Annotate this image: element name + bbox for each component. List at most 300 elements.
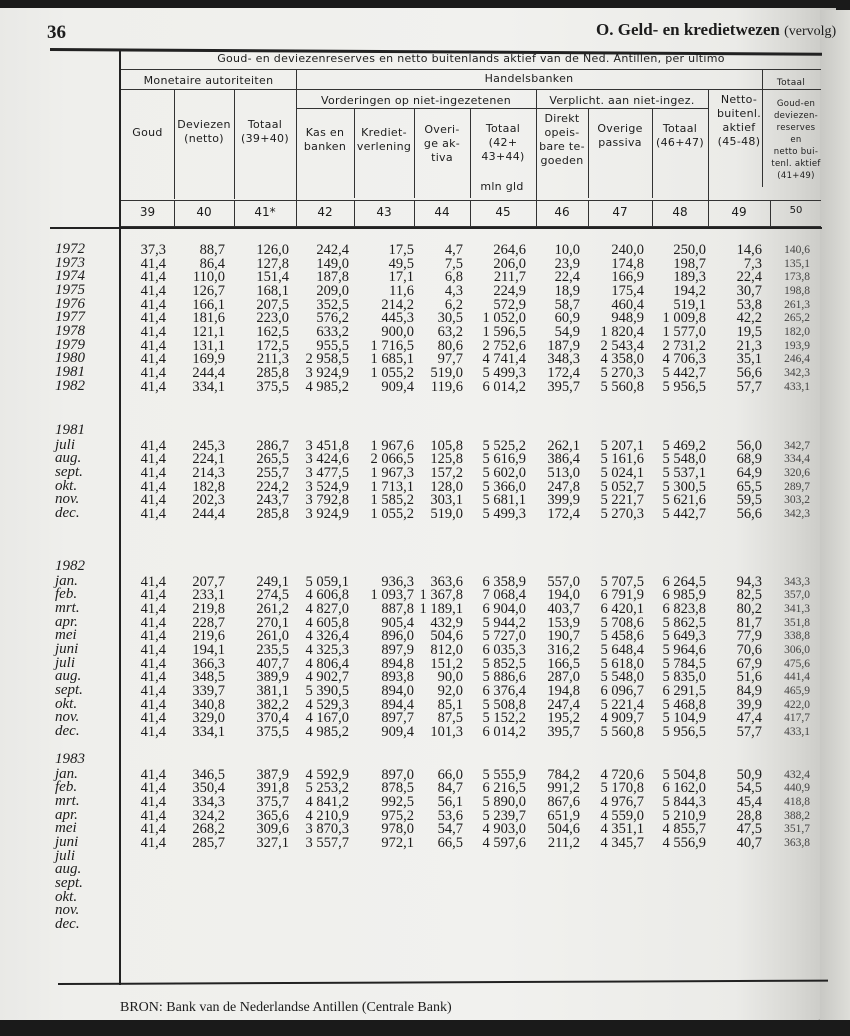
table-cell: 194,1: [192, 641, 225, 658]
table-cell: 41,4: [140, 641, 166, 658]
table-cell: 1 585,2: [370, 492, 414, 509]
table-cell: 30,5: [437, 310, 463, 327]
table-cell: 1 009,8: [662, 310, 706, 327]
group-vorderingen: Vorderingen op niet-ingezetenen: [321, 94, 511, 107]
table-cell: 395,7: [547, 378, 580, 395]
table-cell: 6 420,1: [600, 600, 644, 617]
table-cell: 375,7: [256, 793, 289, 810]
vline-colnum-10: [708, 200, 709, 226]
table-cell: 56,1: [437, 793, 463, 810]
table-cell: 66,5: [437, 834, 463, 851]
table-cell: 6 216,5: [482, 780, 526, 797]
table-cell: 3 557,7: [305, 834, 349, 851]
table-cell: 289,7: [784, 480, 810, 493]
table-cell: 1 189,1: [419, 600, 463, 617]
table-cell: 285,8: [256, 364, 289, 381]
table-cell: 338,8: [784, 630, 810, 643]
table-cell: 41,4: [140, 614, 166, 631]
table-cell: 219,6: [192, 628, 225, 645]
table-cell: 206,0: [493, 255, 526, 272]
table-cell: 198,8: [784, 284, 810, 297]
table-cell: 897,7: [381, 710, 414, 727]
table-cell: 5 253,2: [305, 780, 349, 797]
table-cell: 224,9: [493, 282, 526, 299]
table-cell: 242,4: [316, 242, 349, 258]
table-cell: 1 093,7: [370, 587, 414, 604]
table-cell: 5 548,0: [600, 669, 644, 686]
table-cell: 41,4: [140, 834, 166, 851]
table-cell: 81,7: [736, 614, 762, 631]
table-cell: 972,1: [381, 834, 414, 851]
table-cell: 5 784,5: [662, 655, 706, 672]
section-heading: 1982: [55, 558, 85, 574]
table-cell: 207,7: [192, 573, 225, 590]
table-cell: 264,6: [493, 242, 526, 258]
table-cell: 57,7: [736, 378, 762, 395]
table-cell: 948,9: [611, 310, 644, 327]
table-cell: 352,5: [316, 296, 349, 313]
rule-under-groups: [121, 89, 821, 90]
table-cell: 4 985,2: [305, 723, 349, 740]
table-cell: 128,0: [430, 478, 463, 495]
table-cell: 6 162,0: [662, 780, 706, 797]
row-label: mrt.: [55, 599, 80, 616]
table-cell: 5 616,9: [482, 451, 526, 468]
table-cell: 41,4: [140, 682, 166, 699]
table-cell: 194,8: [547, 682, 580, 699]
table-cell: 513,0: [547, 464, 580, 481]
table-cell: 4 556,9: [662, 834, 706, 851]
vline-colnum-3: [296, 200, 297, 226]
table-cell: 255,7: [256, 464, 289, 481]
table-cell: 47,5: [736, 821, 762, 838]
vline-colnum-8: [588, 200, 589, 226]
table-cell: 303,1: [430, 492, 463, 509]
table-cell: 351,8: [784, 616, 810, 629]
table-cell: 5 221,7: [600, 492, 644, 509]
table-cell: 504,6: [430, 628, 463, 645]
table-cell: 214,3: [192, 464, 225, 481]
row-label: jan.: [55, 572, 78, 589]
table-cell: 5 300,5: [662, 478, 706, 495]
table-cell: 174,8: [611, 255, 644, 272]
table-cell: 240,0: [611, 242, 644, 258]
table-cell: 896,0: [381, 628, 414, 645]
table-cell: 153,9: [547, 614, 580, 631]
column-label-46: Direkt opeis- bare te- goeden: [539, 112, 585, 167]
table-cell: 45,4: [736, 793, 762, 810]
table-cell: 67,9: [736, 655, 762, 672]
table-cell: 41,4: [140, 296, 166, 313]
table-cell: 172,4: [547, 505, 580, 522]
table-cell: 1 967,3: [370, 464, 414, 481]
table-cell: 53,8: [736, 296, 762, 313]
table-cell: 41,4: [140, 255, 166, 272]
table-cell: 5 835,0: [662, 669, 706, 686]
table-cell: 5 727,0: [482, 628, 526, 645]
table-cell: 126,0: [256, 242, 289, 258]
table-cell: 247,4: [547, 696, 580, 713]
table-cell: 250,0: [673, 242, 706, 258]
table-cell: 4 985,2: [305, 378, 349, 395]
table-cell: 5 170,8: [600, 780, 644, 797]
table-cell: 978,0: [381, 821, 414, 838]
table-cell: 4 210,9: [305, 807, 349, 824]
section-heading: 1983: [55, 751, 85, 767]
table-cell: 50,9: [736, 766, 762, 783]
table-cell: 41,4: [140, 821, 166, 838]
table-cell: 6 014,2: [482, 378, 526, 395]
table-cell: 812,0: [430, 641, 463, 658]
table-cell: 157,2: [430, 464, 463, 481]
table-cell: 5 508,8: [482, 696, 526, 713]
rule-above-colnums: [121, 200, 821, 201]
table-cell: 5 956,5: [662, 723, 706, 740]
group-handelsbanken: Handelsbanken: [484, 72, 574, 85]
row-label: jan.: [55, 765, 78, 782]
column-label-41: Totaal (39+40): [241, 118, 289, 145]
table-cell: 363,6: [430, 573, 463, 590]
table-cell: 56,6: [736, 505, 762, 522]
table-cell: 433,1: [784, 725, 810, 738]
row-label: 1975: [55, 281, 85, 298]
table-cell: 17,1: [388, 269, 414, 286]
table-cell: 169,9: [192, 351, 225, 368]
rule-under-subgroups: [296, 108, 708, 109]
table-cell: 166,5: [547, 655, 580, 672]
source-note: BRON: Bank van de Nederlandse Antillen (Centrale Bank): [120, 1000, 452, 1015]
table-cell: 37,3: [140, 242, 166, 258]
table-cell: 4 902,7: [305, 669, 349, 686]
table-cell: 56,0: [736, 437, 762, 454]
table-cell: 56,6: [736, 364, 762, 381]
table-cell: 41,4: [140, 766, 166, 783]
column-label-50: Goud-en deviezen- reserves en netto bui- tenl. aktief (41+49): [771, 99, 821, 181]
vline-colnum-7: [536, 200, 537, 226]
table-cell: 2 543,4: [600, 337, 644, 354]
table-cell: 101,3: [430, 723, 463, 740]
table-cell: 245,3: [192, 437, 225, 454]
table-cell: 4 976,7: [600, 793, 644, 810]
table-cell: 334,3: [192, 793, 225, 810]
table-cell: 6 014,2: [482, 723, 526, 740]
table-cell: 41,4: [140, 464, 166, 481]
table-cell: 386,4: [547, 451, 580, 468]
table-cell: 214,2: [381, 296, 414, 313]
table-cell: 92,0: [437, 682, 463, 699]
table-cell: 422,0: [784, 698, 810, 711]
table-cell: 4 559,0: [600, 807, 644, 824]
table-cell: 519,0: [430, 505, 463, 522]
table-cell: 5 844,3: [662, 793, 706, 810]
table-cell: 4 358,0: [600, 351, 644, 368]
table-cell: 247,8: [547, 478, 580, 495]
table-cell: 348,5: [192, 669, 225, 686]
table-cell: 194,0: [547, 587, 580, 604]
table-cell: 175,4: [611, 282, 644, 299]
row-label: 1973: [55, 254, 85, 271]
table-cell: 5 442,7: [662, 505, 706, 522]
table-cell: 433,1: [784, 380, 810, 393]
table-cell: 41,4: [140, 310, 166, 327]
page-number: 36: [47, 22, 66, 43]
table-cell: 86,4: [199, 255, 225, 272]
vline-colnum-2: [234, 200, 235, 226]
table-cell: 3 524,9: [305, 478, 349, 495]
group-totaal: Totaal: [776, 78, 806, 88]
table-cell: 18,9: [554, 282, 580, 299]
table-cell: 41,4: [140, 793, 166, 810]
table-cell: 1 820,4: [600, 323, 644, 340]
table-cell: 84,9: [736, 682, 762, 699]
table-cell: 897,0: [381, 766, 414, 783]
table-cell: 1 367,8: [419, 587, 463, 604]
table-cell: 53,6: [437, 807, 463, 824]
row-label: 1980: [55, 350, 85, 367]
table-cell: 166,1: [192, 296, 225, 313]
row-label: sept.: [55, 463, 83, 480]
table-cell: 4 326,4: [305, 628, 349, 645]
table-cell: 6 985,9: [662, 587, 706, 604]
table-cell: 41,4: [140, 807, 166, 824]
table-cell: 5 024,1: [600, 464, 644, 481]
table-cell: 5 499,3: [482, 364, 526, 381]
table-cell: 40,7: [736, 834, 762, 851]
table-cell: 387,9: [256, 766, 289, 783]
table-cell: 445,3: [381, 310, 414, 327]
column-number: 44: [434, 205, 450, 219]
table-cell: 391,8: [256, 780, 289, 797]
table-cell: 149,0: [316, 255, 349, 272]
row-label: 1974: [55, 268, 85, 285]
table-cell: 5 852,5: [482, 655, 526, 672]
table-cell: 54,9: [554, 323, 580, 340]
table-cell: 168,1: [256, 282, 289, 299]
table-cell: 351,7: [784, 823, 810, 836]
row-label: dec.: [55, 915, 80, 932]
column-label-40: Deviezen (netto): [177, 118, 231, 145]
table-cell: 187,9: [547, 337, 580, 354]
row-label: sept.: [55, 681, 83, 698]
table-cell: 5 442,7: [662, 364, 706, 381]
running-head: [596, 20, 836, 40]
row-label: aug.: [55, 861, 82, 878]
table-cell: 342,3: [784, 507, 810, 520]
table-cell: 6 823,8: [662, 600, 706, 617]
table-cell: 21,3: [736, 337, 762, 354]
table-cell: 42,2: [736, 310, 762, 327]
table-cell: 23,9: [554, 255, 580, 272]
table-cell: 5 052,7: [600, 478, 644, 495]
table-cell: 244,4: [192, 505, 225, 522]
table-cell: 84,7: [437, 780, 463, 797]
column-label-45: Totaal (42+ 43+44): [481, 122, 525, 163]
table-cell: 2 958,5: [305, 351, 349, 368]
table-cell: 211,2: [547, 834, 580, 851]
table-cell: 5 548,0: [662, 451, 706, 468]
table-cell: 85,1: [437, 696, 463, 713]
table-cell: 2 066,5: [370, 451, 414, 468]
table-cell: 10,0: [554, 242, 580, 258]
table-cell: 991,2: [547, 780, 580, 797]
table-cell: 7 068,4: [482, 587, 526, 604]
row-label: dec.: [55, 504, 80, 521]
table-cell: 5 104,9: [662, 710, 706, 727]
table-cell: 4 592,9: [305, 766, 349, 783]
table-cell: 5 270,3: [600, 505, 644, 522]
table-cell: 1 713,1: [370, 478, 414, 495]
table-cell: 57,7: [736, 723, 762, 740]
table-cell: 3 792,8: [305, 492, 349, 509]
table-cell: 193,9: [784, 339, 810, 352]
table-cell: 1 055,2: [370, 505, 414, 522]
vline-hdr-0: [174, 89, 175, 199]
table-cell: 651,9: [547, 807, 580, 824]
table-cell: 41,4: [140, 655, 166, 672]
table-cell: 348,3: [547, 351, 580, 368]
table-cell: 285,7: [192, 834, 225, 851]
table-cell: 309,6: [256, 821, 289, 838]
table-cell: 5 239,7: [482, 807, 526, 824]
table-cell: 131,1: [192, 337, 225, 354]
table-cell: 316,2: [547, 641, 580, 658]
table-cell: 87,5: [437, 710, 463, 727]
table-cell: 182,0: [784, 325, 810, 338]
column-number: 47: [612, 205, 628, 219]
table-cell: 4 806,4: [305, 655, 349, 672]
table-cell: 41,4: [140, 587, 166, 604]
column-number: 45: [495, 205, 511, 219]
table-cell: 4 325,3: [305, 641, 349, 658]
table-cell: 5 537,1: [662, 464, 706, 481]
next-page-edge: [820, 10, 850, 1020]
row-label: feb.: [55, 586, 78, 603]
table-cell: 350,4: [192, 780, 225, 797]
table-cell: 4 529,3: [305, 696, 349, 713]
table-cell: 41,4: [140, 364, 166, 381]
table-cell: 5 956,5: [662, 378, 706, 395]
row-label: juli: [55, 654, 76, 671]
table-cell: 195,2: [547, 710, 580, 727]
table-cell: 5 210,9: [662, 807, 706, 824]
table-cell: 151,2: [430, 655, 463, 672]
table-cell: 41,4: [140, 282, 166, 299]
table-cell: 51,6: [736, 669, 762, 686]
table-cell: 268,2: [192, 821, 225, 838]
table-cell: 172,5: [256, 337, 289, 354]
rule-header-bottom: [50, 227, 822, 229]
table-cell: 181,6: [192, 310, 225, 327]
table-cell: 867,6: [547, 793, 580, 810]
table-cell: 14,6: [736, 242, 762, 258]
row-label: 1981: [55, 363, 85, 380]
table-cell: 4 741,4: [482, 351, 526, 368]
row-label: nov.: [55, 491, 80, 508]
table-cell: 41,4: [140, 710, 166, 727]
vline-colnum-1: [174, 200, 175, 226]
table-cell: 286,7: [256, 437, 289, 454]
table-cell: 187,8: [316, 269, 349, 286]
column-number: 39: [139, 205, 156, 219]
table-cell: 63,2: [437, 323, 463, 340]
table-cell: 5 504,8: [662, 766, 706, 783]
table-cell: 3 424,6: [305, 451, 349, 468]
table-cell: 182,8: [192, 478, 225, 495]
table-cell: 211,7: [493, 269, 526, 286]
table-cell: 334,4: [784, 453, 810, 466]
table-cell: 475,6: [784, 657, 810, 670]
table-cell: 233,1: [192, 587, 225, 604]
table-cell: 90,0: [437, 669, 463, 686]
table-cell: 4 720,6: [600, 766, 644, 783]
table-cell: 60,9: [554, 310, 580, 327]
table-cell: 17,5: [388, 242, 414, 258]
row-label: juni: [55, 833, 79, 850]
table-cell: 151,4: [256, 269, 289, 286]
table-cell: 441,4: [784, 671, 810, 684]
table-cell: 5 366,0: [482, 478, 526, 495]
row-label: dec.: [55, 722, 80, 739]
column-number: 49: [731, 205, 747, 219]
table-cell: 4 605,8: [305, 614, 349, 631]
table-cell: 407,7: [256, 655, 289, 672]
table-cell: 465,9: [784, 684, 810, 697]
column-label-39: Goud: [132, 126, 163, 139]
table-cell: 41,4: [140, 573, 166, 590]
vline-hdr-1: [234, 89, 235, 199]
table-cell: 557,0: [547, 573, 580, 590]
table-cell: 6 791,9: [600, 587, 644, 604]
column-number: 50: [789, 205, 803, 216]
table-cell: 97,7: [437, 351, 463, 368]
row-label: 1979: [55, 336, 85, 353]
row-label: 1978: [55, 322, 85, 339]
table-cell: 189,3: [673, 269, 706, 286]
table-cell: 19,5: [736, 323, 762, 340]
table-cell: 28,8: [736, 807, 762, 824]
table-cell: 223,0: [256, 310, 289, 327]
table-cell: 784,2: [547, 766, 580, 783]
table-cell: 202,3: [192, 492, 225, 509]
row-label: sept.: [55, 874, 83, 891]
table-cell: 382,2: [256, 696, 289, 713]
table-cell: 5 560,8: [600, 723, 644, 740]
column-label-44: Overi- ge ak- tiva: [423, 123, 461, 164]
row-label: juni: [55, 640, 79, 657]
table-cell: 64,9: [736, 464, 762, 481]
table-cell: 209,0: [316, 282, 349, 299]
table-cell: 140,6: [784, 244, 810, 256]
table-cell: 228,7: [192, 614, 225, 631]
table-cell: 388,2: [784, 809, 810, 822]
table-cell: 88,7: [199, 242, 225, 258]
table-cell: 194,2: [673, 282, 706, 299]
table-cell: 41,4: [140, 323, 166, 340]
column-label-43: Krediet- verlening: [356, 126, 412, 153]
table-cell: 303,2: [784, 494, 810, 507]
section-heading: 1981: [55, 422, 85, 438]
table-cell: 49,5: [388, 255, 414, 272]
table-cell: 30,7: [736, 282, 762, 299]
table-cell: 4 345,7: [600, 834, 644, 851]
table-cell: 375,5: [256, 723, 289, 740]
column-number: 48: [672, 205, 688, 219]
vline-colnum-11: [770, 200, 771, 226]
table-cell: 5 944,2: [482, 614, 526, 631]
table-cell: 80,6: [437, 337, 463, 354]
table-cell: 894,4: [381, 696, 414, 713]
table-cell: 41,4: [140, 478, 166, 495]
